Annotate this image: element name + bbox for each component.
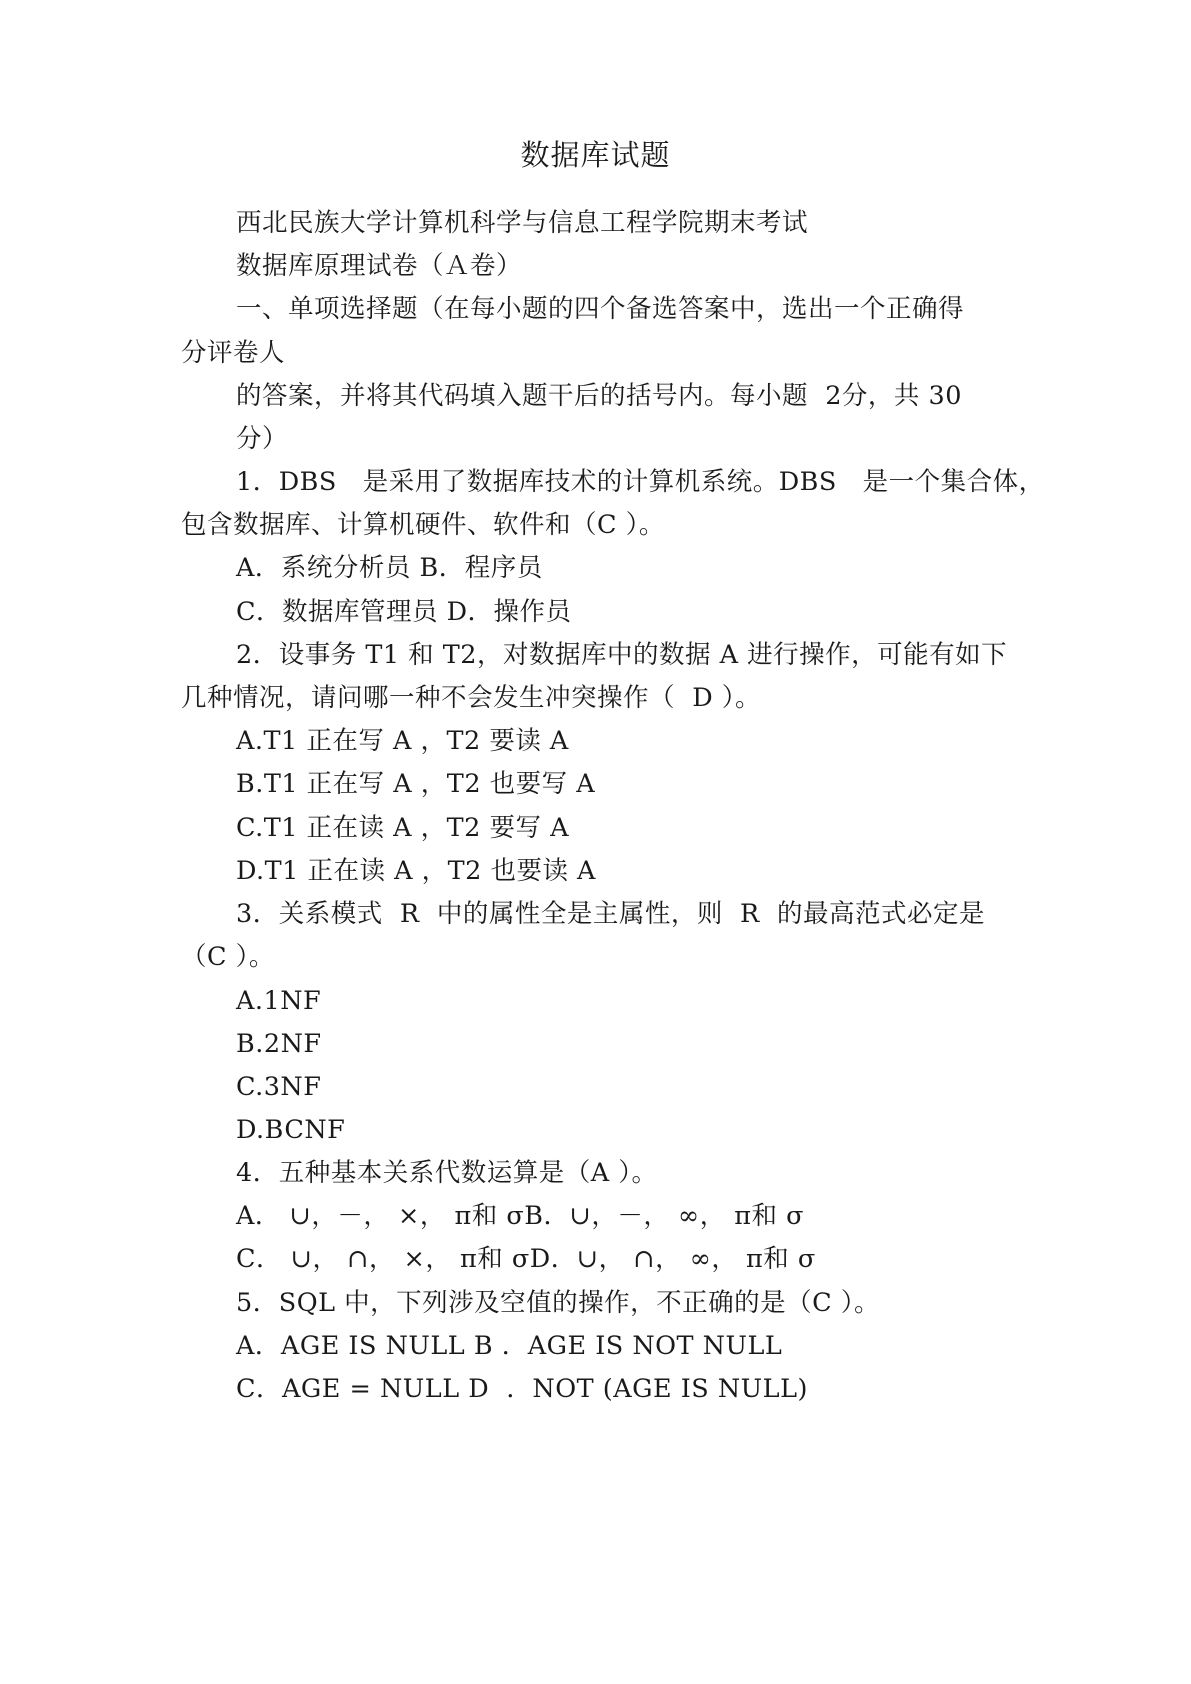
text-line: 西北民族大学计算机科学与信息工程学院期末考试 [236,208,809,238]
text-line: A．AGE IS NULL B ．AGE IS NOT NULL [236,1331,783,1361]
text-line: 数据库原理试卷（Ａ卷） [236,251,523,281]
text-line: 2．设事务 T1 和 T2，对数据库中的数据 A 进行操作，可能有如下 [236,640,1008,670]
text-line: D.T1 正在读 A ，T2 也要读 A [236,856,596,886]
document-title: 数据库试题 [520,138,671,172]
text-line: 4．五种基本关系代数运算是（A ）。 [236,1158,658,1188]
text-line: C.3NF [236,1072,322,1102]
text-line: A． ∪，－， ×， π和 σB．∪，－， ∞， π和 σ [236,1201,805,1231]
text-line: （C ）。 [181,942,275,972]
text-line: 1．DBS 是采用了数据库技术的计算机系统。DBS 是一个集合体， [236,467,1045,497]
text-line: A.1NF [236,986,322,1016]
text-line: A．系统分析员 B．程序员 [236,553,543,583]
text-line: C． ∪， ∩， ×， π和 σD．∪， ∩， ∞， π和 σ [236,1244,816,1274]
text-line: 包含数据库、计算机硬件、软件和（C ）。 [181,510,665,540]
text-line: C．AGE = NULL D ．NOT (AGE IS NULL) [236,1374,808,1404]
text-line: B.T1 正在写 A ，T2 也要写 A [236,769,596,799]
text-line: 一、单项选择题（在每小题的四个备选答案中，选出一个正确得 [236,294,965,324]
text-line: B.2NF [236,1029,322,1059]
text-line: 分评卷人 [181,338,286,368]
text-line: 3．关系模式 R 中的属性全是主属性，则 R 的最高范式必定是 [236,899,985,929]
text-line: 几种情况，请问哪一种不会发生冲突操作（ D ）。 [181,683,762,713]
text-line: D.BCNF [236,1115,346,1145]
text-line: C.T1 正在读 A ，T2 要写 A [236,813,570,843]
text-line: 5．SQL 中，下列涉及空值的操作，不正确的是（C ）。 [236,1288,881,1318]
text-line: 的答案，并将其代码填入题干后的括号内。每小题 2分，共 30 [236,381,962,411]
text-line: C．数据库管理员 D．操作员 [236,597,572,627]
text-line: A.T1 正在写 A ，T2 要读 A [236,726,569,756]
text-line: 分） [236,424,289,454]
